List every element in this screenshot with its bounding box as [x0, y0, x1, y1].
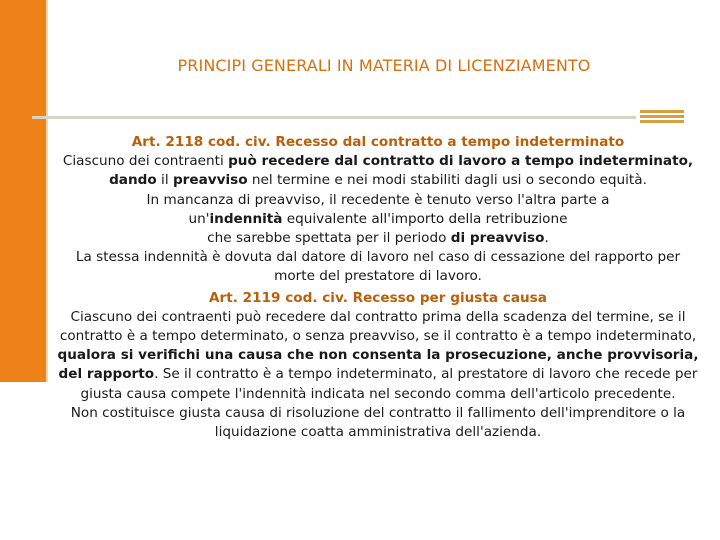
slide-title: PRINCIPI GENERALI IN MATERIA DI LICENZIAMENTO — [177, 56, 591, 75]
text-run: Ciascuno dei contraenti può recedere dal contratto prima della scadenza del termine, se il contratto è a tempo determinato, o senza preavviso, se il contratto è a tempo indeterminato, — [59, 308, 697, 345]
text-run: Ciascuno dei contraenti — [62, 153, 229, 170]
decorative-stripes — [640, 110, 684, 125]
bold-run: preavviso — [172, 172, 248, 189]
art-2119-paragraph-1 — [56, 308, 700, 404]
bold-run: qualora si verifichi una causa che non consenta la prosecuzione, anche provvisoria, del rapporto — [57, 347, 699, 383]
stripe — [640, 120, 684, 123]
bold-run: può recedere dal contratto di lavoro a tempo indeterminato, — [228, 153, 694, 170]
art-2118-paragraph-3: La stessa indennità è dovuta dal datore di lavoro nel caso di cessazione del rapporto per morte del prestatore di lavoro. — [75, 249, 681, 285]
text-run: equivalente all'importo della retribuzione — [282, 210, 568, 227]
text-run: che sarebbe spettata per il periodo — [207, 230, 451, 247]
stripe — [640, 110, 684, 113]
text-run: nel termine e nei modi stabiliti dagli usi o secondo equità. — [247, 172, 647, 189]
art-2118-heading: Art. 2118 cod. civ. Recesso dal contratto a tempo indeterminato — [131, 134, 625, 150]
art-2119-heading: Art. 2119 cod. civ. Recesso per giusta causa — [209, 289, 547, 306]
text-run: . Se il contratto è a tempo indeterminato, al prestatore di lavoro che recede per giusta causa compete l'indennità indicata nel secondo comma dell'articolo precedente. — [80, 366, 698, 402]
slide-body — [56, 133, 700, 442]
bold-run: dando — [109, 172, 157, 189]
art-2118-paragraph-2 — [56, 191, 700, 249]
title-divider — [32, 116, 636, 119]
art-2118-paragraph-1 — [56, 152, 700, 190]
art-2119-paragraph-2: Non costituisce giusta causa di risoluzione del contratto il fallimento dell'imprenditore o la liquidazione coatta amministrativa dell'azienda. — [70, 404, 686, 441]
text-run: In mancanza di preavviso, il recedente è tenuto verso l'altra parte a — [146, 191, 610, 208]
left-accent-bar — [0, 0, 46, 382]
bold-run: indennità — [209, 210, 283, 227]
text-run: . — [544, 230, 549, 247]
text-run: un' — [188, 210, 210, 227]
stripe — [640, 115, 684, 118]
bold-run: di preavviso — [450, 230, 545, 247]
text-run: il — [156, 172, 173, 189]
